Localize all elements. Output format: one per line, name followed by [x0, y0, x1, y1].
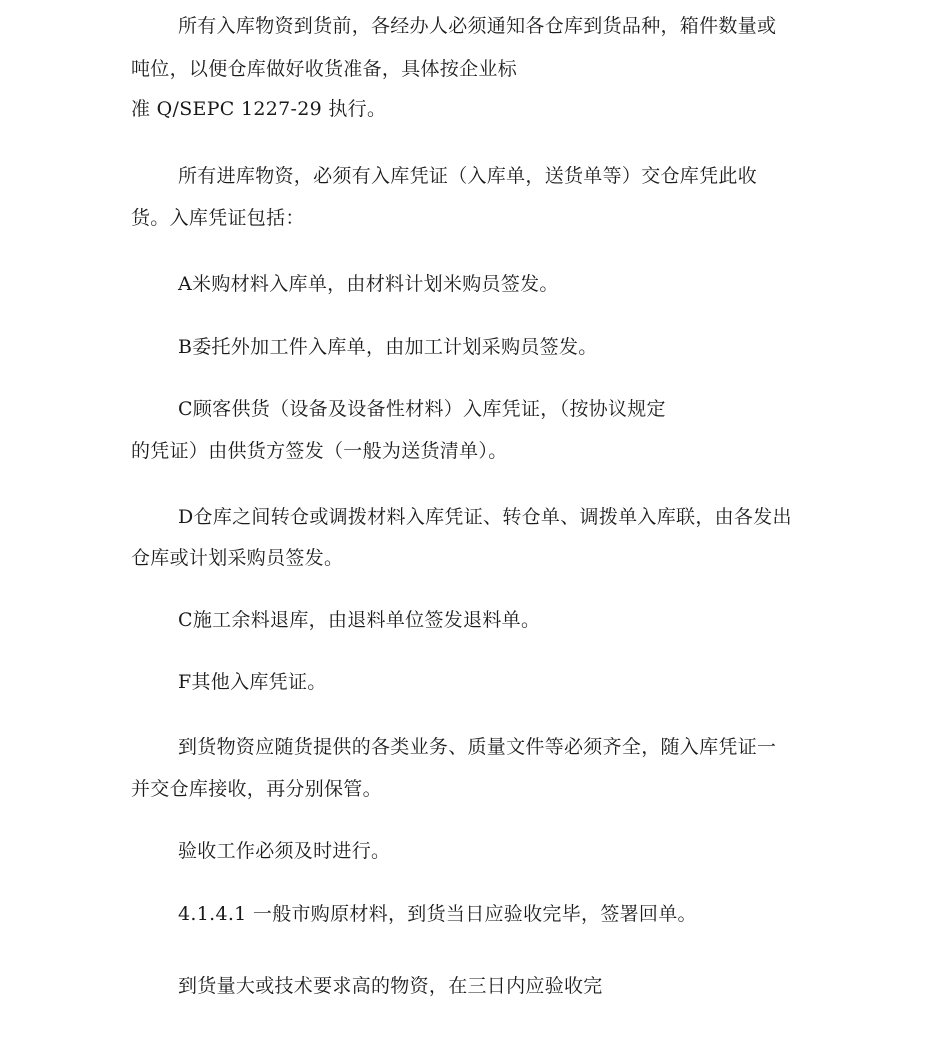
paragraph-2-line-2: 货。入库凭证包括： [131, 207, 305, 229]
item-d-line-2: 仓库或计划采购员签发。 [131, 547, 344, 569]
item-d-line-1: D仓库之间转仓或调拨材料入库凭证、转仓单、调拨单入库联，由各发出 [178, 506, 792, 528]
item-c-line-1: C顾客供货（设备及设备性材料）入库凭证，（按协议规定 [178, 398, 666, 420]
item-a: A米购材料入库单，由材料计划米购员签发。 [178, 273, 559, 295]
item-c-line-2: 的凭证）由供货方签发（一般为送货清单）。 [131, 440, 508, 462]
paragraph-1-line-2: 吨位，以便仓库做好收货准备，具体按企业标 [131, 58, 518, 80]
paragraph-1-line-3: 准 Q/SEPC 1227-29 执行。 [131, 98, 387, 120]
paragraph-3-line-1: 到货物资应随货提供的各类业务、质量文件等必须齐全，随入库凭证一 [178, 736, 777, 758]
item-f: F其他入库凭证。 [178, 671, 327, 693]
item-e: C施工余料退库，由退料单位签发退料单。 [178, 609, 541, 631]
paragraph-1-line-1: 所有入库物资到货前，各经办人必须通知各仓库到货品种，箱件数量或 [178, 15, 777, 37]
paragraph-2-line-1: 所有进库物资，必须有入库凭证（入库单，送货单等）交仓库凭此收 [178, 165, 758, 187]
section-4-1-4-1: 4.1.4.1 一般市购原材料，到货当日应验收完毕，签署回单。 [178, 903, 697, 925]
paragraph-4: 验收工作必须及时进行。 [178, 840, 391, 862]
paragraph-3-line-2: 并交仓库接收，再分别保管。 [131, 778, 382, 800]
paragraph-5-line-1: 到货量大或技术要求高的物资，在三日内应验收完 [178, 975, 603, 997]
item-b: B委托外加工件入库单，由加工计划采购员签发。 [178, 336, 598, 358]
